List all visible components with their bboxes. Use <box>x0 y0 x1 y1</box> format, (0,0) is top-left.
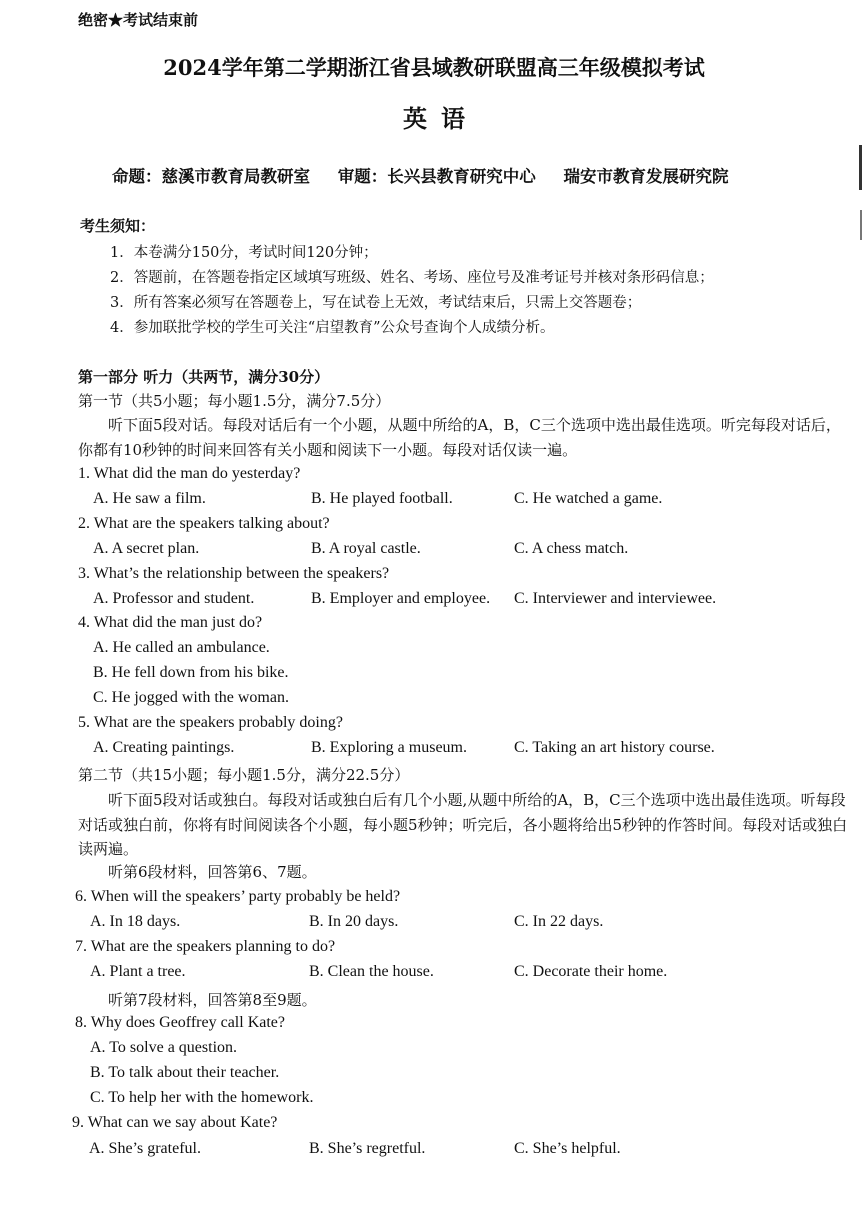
q6-option-c: C. In 22 days. <box>514 913 604 930</box>
q8-option-c: C. To help her with the homework. <box>90 1089 314 1106</box>
notice-item: 4．参加联批学校的学生可关注“启望教育”公众号查询个人成绩分析。 <box>110 320 555 336</box>
question-5: 5. What are the speakers probably doing? <box>78 714 343 731</box>
q4-option-c: C. He jogged with the woman. <box>93 689 289 706</box>
confidential-mark: 绝密★考试结束前 <box>78 11 199 29</box>
q8-option-a: A. To solve a question. <box>90 1039 238 1056</box>
q2-option-b: B. A royal castle. <box>311 540 421 557</box>
q7-option-a: A. Plant a tree. <box>90 963 186 980</box>
material-7-note: 听第7段材料，回答第8至9题。 <box>108 991 317 1009</box>
section2-instructions <box>78 788 850 862</box>
notice-item: 2．答题前，在答题卷指定区域填写班级、姓名、考场、座位号及准考证号并核对条形码信息； <box>110 270 714 286</box>
author-reviewer: 审题：长兴县教育研究中心 <box>337 167 536 186</box>
scan-edge-mark <box>860 210 862 240</box>
question-3: 3. What’s the relationship between the speakers? <box>78 565 390 582</box>
subject-title: 英语 <box>403 104 479 133</box>
q9-option-a: A. She’s grateful. <box>89 1140 201 1157</box>
section2-instructions-text: 听下面5段对话或独白。每段对话或独白后有几个小题,从题中所给的A，B，C三个选项中选出最佳选项。听每段对话或独白前，你将有时间阅读各个小题，每小题5秒钟；听完后，各小题将给出5秒钟的作答时间。每段对话或独白读两遍。 <box>78 791 848 858</box>
material-6-note: 听第6段材料，回答第6、7题。 <box>108 863 317 881</box>
q6-option-b: B. In 20 days. <box>309 913 399 930</box>
scan-edge-mark <box>859 145 862 190</box>
part1-heading: 第一部分 听力（共两节，满分30分） <box>78 368 330 386</box>
authors-line <box>112 163 751 187</box>
q3-option-b: B. Employer and employee. <box>311 590 491 607</box>
question-7: 7. What are the speakers planning to do? <box>75 938 336 955</box>
question-8: 8. Why does Geoffrey call Kate? <box>75 1014 285 1031</box>
question-1: 1. What did the man do yesterday? <box>78 465 301 482</box>
q2-option-a: A. A secret plan. <box>93 540 200 557</box>
author-setter: 命题：慈溪市教育局教研室 <box>112 167 310 186</box>
question-2: 2. What are the speakers talking about? <box>78 515 330 532</box>
q3-option-c: C. Interviewer and interviewee. <box>514 590 717 607</box>
q3-option-a: A. Professor and student. <box>93 590 255 607</box>
q4-option-a: A. He called an ambulance. <box>93 639 270 656</box>
q5-option-c: C. Taking an art history course. <box>514 739 715 756</box>
notice-heading: 考生须知： <box>80 217 156 235</box>
q8-option-b: B. To talk about their teacher. <box>90 1064 280 1081</box>
q2-option-c: C. A chess match. <box>514 540 629 557</box>
section1-heading: 第一节（共5小题；每小题1.5分，满分7.5分） <box>78 392 391 410</box>
question-4: 4. What did the man just do? <box>78 614 263 631</box>
section2-heading: 第二节（共15小题；每小题1.5分，满分22.5分） <box>78 766 410 784</box>
q7-option-b: B. Clean the house. <box>309 963 434 980</box>
question-9: 9. What can we say about Kate? <box>72 1114 278 1131</box>
q1-option-b: B. He played football. <box>311 490 453 507</box>
q5-option-a: A. Creating paintings. <box>93 739 235 756</box>
q5-option-b: B. Exploring a museum. <box>311 739 467 756</box>
author-institute: 瑞安市教育发展研究院 <box>563 167 729 186</box>
notice-item: 3．所有答案必须写在答题卷上，写在试卷上无效，考试结束后，只需上交答题卷； <box>110 295 642 311</box>
q7-option-c: C. Decorate their home. <box>514 963 668 980</box>
q4-option-b: B. He fell down from his bike. <box>93 664 289 681</box>
section1-instructions-text: 听下面5段对话。每段对话后有一个小题，从题中所给的A，B，C三个选项中选出最佳选项。听完每段对话后，你都有10秒钟的时间来回答有关小题和阅读下一小题。每段对话仅读一遍。 <box>78 416 841 459</box>
q1-option-c: C. He watched a game. <box>514 490 663 507</box>
q9-option-c: C. She’s helpful. <box>514 1140 621 1157</box>
exam-title: 2024学年第二学期浙江省县域教研联盟高三年级模拟考试 <box>163 55 705 80</box>
q9-option-b: B. She’s regretful. <box>309 1140 426 1157</box>
section1-instructions <box>78 413 850 462</box>
q6-option-a: A. In 18 days. <box>90 913 181 930</box>
q1-option-a: A. He saw a film. <box>93 490 206 507</box>
notice-item: 1．本卷满分150分，考试时间120分钟； <box>110 245 378 261</box>
question-6: 6. When will the speakers’ party probably be held? <box>75 888 401 905</box>
